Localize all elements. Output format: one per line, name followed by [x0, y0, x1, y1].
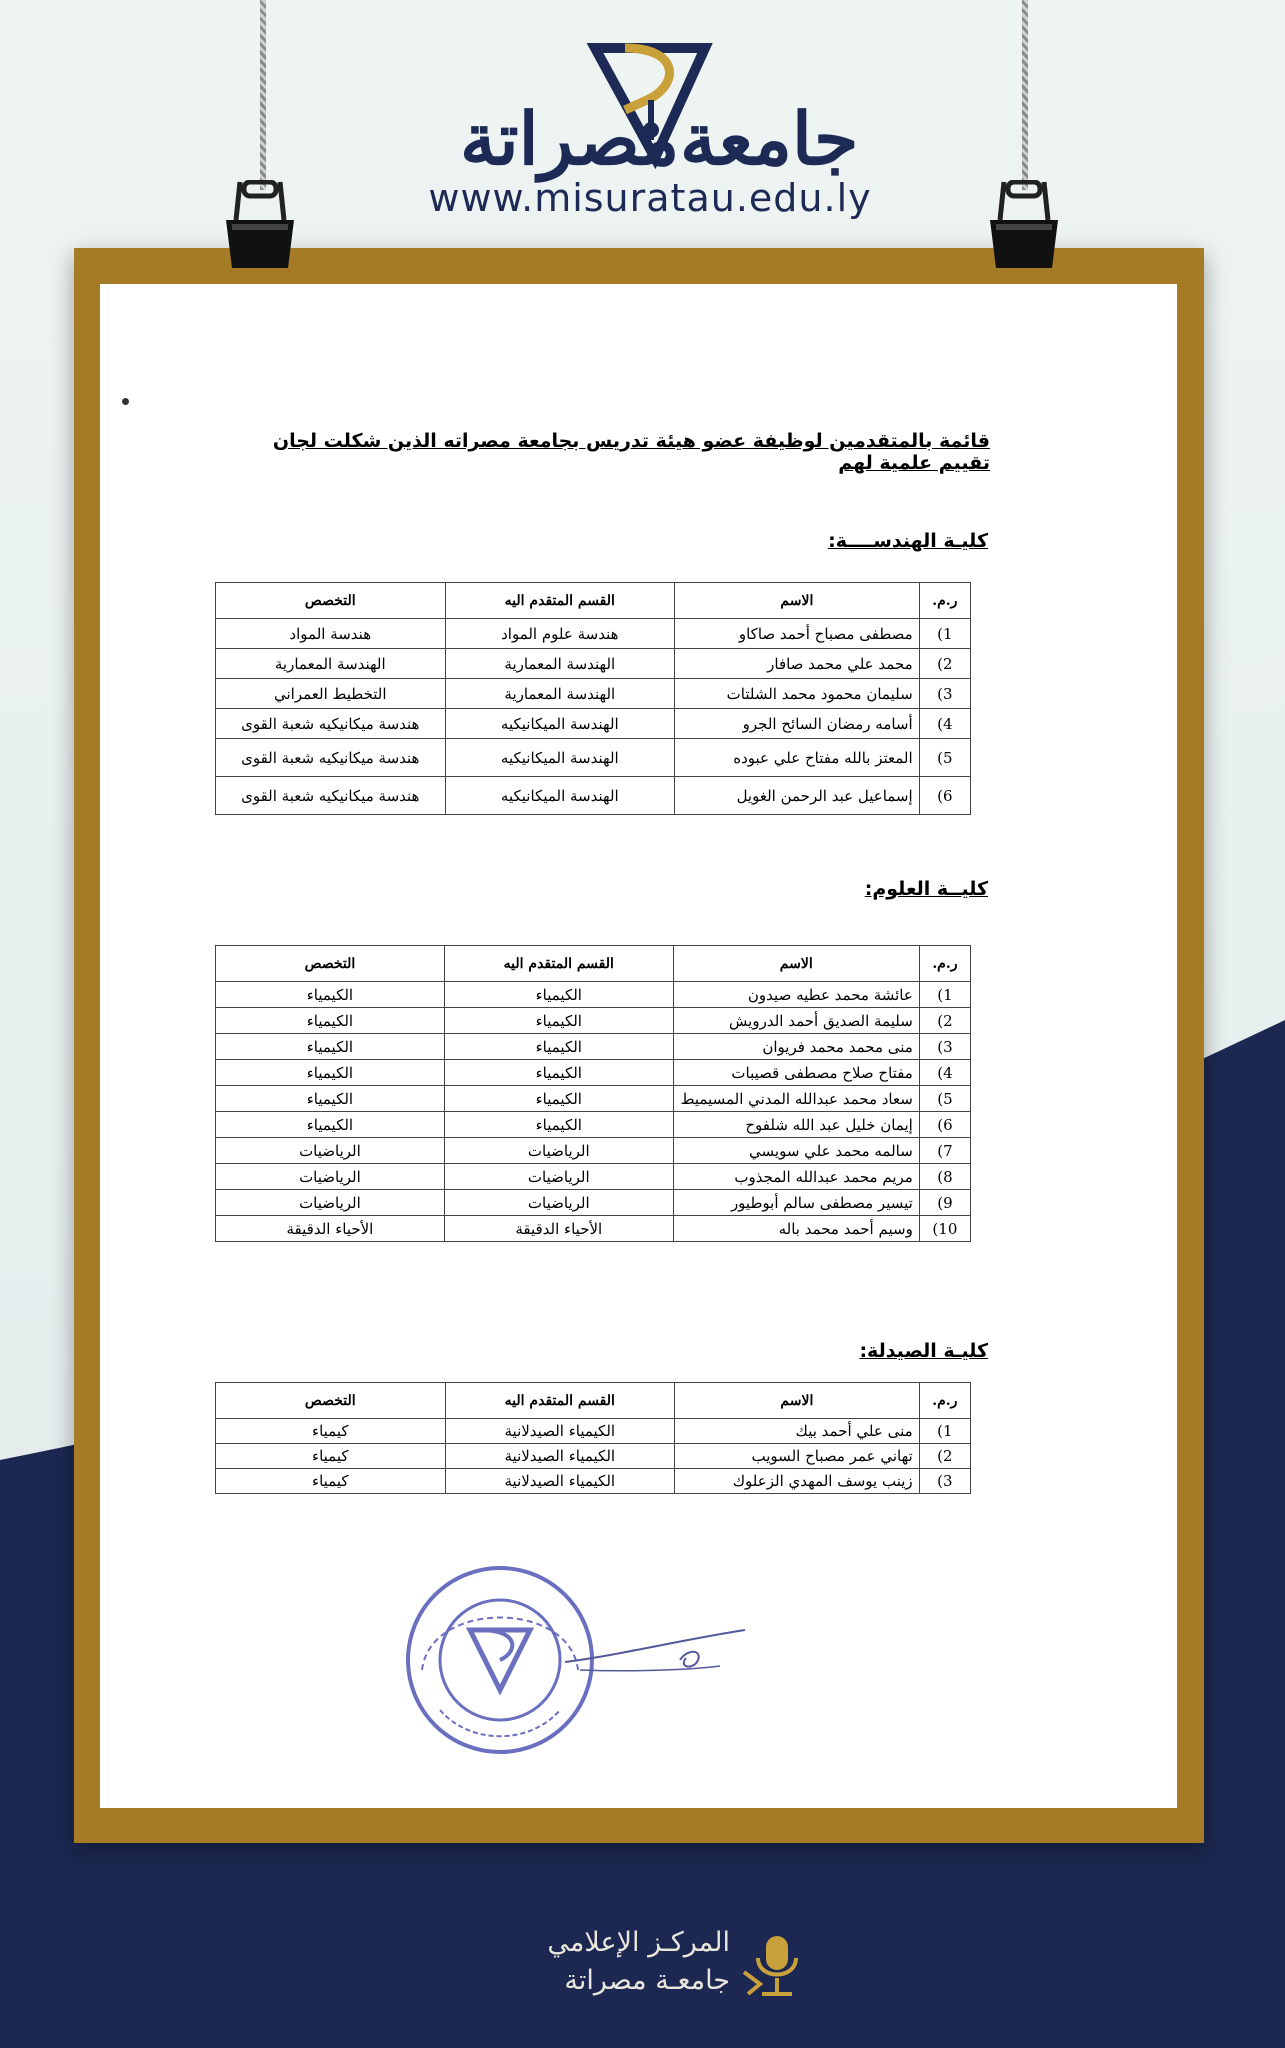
cell-num: 3) — [919, 679, 970, 709]
cell-spec: هندسة المواد — [216, 619, 446, 649]
footer-line-2: جامعـة مصراتة — [564, 1965, 730, 1996]
cell-dept: الرياضيات — [444, 1190, 673, 1216]
cell-num: 1) — [919, 1419, 970, 1444]
table-row — [216, 1164, 971, 1190]
cell-num: 2) — [919, 649, 970, 679]
signature — [560, 1600, 750, 1690]
col-num-header: ر.م. — [919, 946, 970, 982]
table-row — [216, 679, 971, 709]
cell-name: سعاد محمد عبدالله المدني المسيميط — [673, 1086, 919, 1112]
cell-dept: الكيمياء الصيدلانية — [445, 1419, 675, 1444]
cell-dept: الهندسة المعمارية — [445, 649, 675, 679]
cell-num: 6) — [919, 1112, 970, 1138]
cell-dept: الهندسة الميكانيكيه — [445, 777, 675, 815]
table-row — [216, 1060, 971, 1086]
cell-dept: الهندسة الميكانيكيه — [445, 709, 675, 739]
document-title: قائمة بالمتقدمين لوظيفة عضو هيئة تدريس بجامعة مصراته الذين شكلت لجان تقييم علمية لهم — [272, 430, 990, 474]
cell-dept: الكيمياء — [444, 1034, 673, 1060]
cell-spec: هندسة ميكانيكيه شعبة القوى — [216, 709, 446, 739]
cell-name: زينب يوسف المهدي الزعلوك — [675, 1469, 920, 1494]
cell-name: تيسير مصطفى سالم أبوطيور — [673, 1190, 919, 1216]
cell-name: تهاني عمر مصباح السويب — [675, 1444, 920, 1469]
table-row — [216, 1034, 971, 1060]
cell-name: أسامه رمضان السائح الجرو — [675, 709, 920, 739]
cell-num: 6) — [919, 777, 970, 815]
col-spec-header: التخصص — [216, 946, 445, 982]
cell-num: 3) — [919, 1469, 970, 1494]
cell-spec: الرياضيات — [216, 1138, 445, 1164]
cell-dept: الكيمياء — [444, 1008, 673, 1034]
cell-name: منى محمد محمد فريوان — [673, 1034, 919, 1060]
cell-dept: الرياضيات — [444, 1164, 673, 1190]
table-row — [216, 1190, 971, 1216]
cell-num: 2) — [919, 1444, 970, 1469]
cell-name: مريم محمد عبدالله المجذوب — [673, 1164, 919, 1190]
cell-spec: هندسة ميكانيكيه شعبة القوى — [216, 739, 446, 777]
cell-num: 4) — [919, 1060, 970, 1086]
cell-num: 5) — [919, 1086, 970, 1112]
cell-name: مفتاح صلاح مصطفى قصيبات — [673, 1060, 919, 1086]
cell-name: منى علي أحمد بيك — [675, 1419, 920, 1444]
header — [0, 0, 1285, 240]
cell-name: سالمه محمد علي سويسي — [673, 1138, 919, 1164]
logo-word-left: مصراتة — [460, 96, 680, 181]
table-row — [216, 1216, 971, 1242]
cell-num: 10) — [919, 1216, 970, 1242]
cell-spec: الرياضيات — [216, 1190, 445, 1216]
table-row — [216, 1469, 971, 1494]
cell-dept: الكيمياء — [444, 982, 673, 1008]
table-row — [216, 739, 971, 777]
cell-name: سليمة الصديق أحمد الدرويش — [673, 1008, 919, 1034]
cell-name: مصطفى مصباح أحمد صاكاو — [675, 619, 920, 649]
col-num-header: ر.م. — [919, 1383, 970, 1419]
cell-spec: كيمياء — [216, 1469, 446, 1494]
cell-spec: كيمياء — [216, 1444, 446, 1469]
cell-spec: الكيمياء — [216, 1060, 445, 1086]
table-row — [216, 1138, 971, 1164]
cell-spec: الكيمياء — [216, 1086, 445, 1112]
cell-spec: كيمياء — [216, 1419, 446, 1444]
cell-dept: هندسة علوم المواد — [445, 619, 675, 649]
university-logo — [400, 40, 900, 230]
table-science — [215, 945, 971, 1242]
cell-dept: الكيمياء الصيدلانية — [445, 1444, 675, 1469]
table-row — [216, 1444, 971, 1469]
logo-word-right: جامعة — [680, 96, 859, 181]
cell-num: 9) — [919, 1190, 970, 1216]
cell-dept: الكيمياء — [444, 1086, 673, 1112]
table-row — [216, 1419, 971, 1444]
cell-num: 1) — [919, 619, 970, 649]
cell-name: محمد علي محمد صافار — [675, 649, 920, 679]
cell-spec: الكيمياء — [216, 1008, 445, 1034]
cell-spec: الأحياء الدقيقة — [216, 1216, 445, 1242]
section-title-pharmacy: كليـة الصيدلة: — [859, 1340, 988, 1362]
cell-spec: الكيمياء — [216, 1112, 445, 1138]
table-header-row — [216, 946, 971, 982]
cell-spec: الهندسة المعمارية — [216, 649, 446, 679]
cell-dept: الكيمياء — [444, 1060, 673, 1086]
cell-name: وسيم أحمد محمد باله — [673, 1216, 919, 1242]
table-row — [216, 619, 971, 649]
hanging-wire-left — [260, 0, 266, 190]
cell-dept: الهندسة الميكانيكيه — [445, 739, 675, 777]
cell-spec: الرياضيات — [216, 1164, 445, 1190]
table-header-row — [216, 583, 971, 619]
col-dept-header: القسم المتقدم اليه — [444, 946, 673, 982]
col-dept-header: القسم المتقدم اليه — [445, 1383, 675, 1419]
cell-name: عائشة محمد عطيه صيدون — [673, 982, 919, 1008]
cell-num: 2) — [919, 1008, 970, 1034]
col-spec-header: التخصص — [216, 583, 446, 619]
cell-name: إسماعيل عبد الرحمن الغويل — [675, 777, 920, 815]
binder-clip-right-icon — [986, 180, 1062, 270]
table-row — [216, 777, 971, 815]
cell-num: 1) — [919, 982, 970, 1008]
table-header-row — [216, 1383, 971, 1419]
col-name-header: الاسم — [675, 583, 920, 619]
website-url[interactable]: www.misuratau.edu.ly — [428, 176, 872, 220]
section-title-science: كليــة العلوم: — [864, 878, 988, 900]
col-dept-header: القسم المتقدم اليه — [445, 583, 675, 619]
cell-dept: الكيمياء الصيدلانية — [445, 1469, 675, 1494]
footer-line-1: المركـز الإعلامي — [547, 1927, 730, 1958]
cell-spec: الكيمياء — [216, 1034, 445, 1060]
cell-spec: الكيمياء — [216, 982, 445, 1008]
binder-clip-left-icon — [222, 180, 298, 270]
table-row — [216, 982, 971, 1008]
table-pharmacy — [215, 1382, 971, 1494]
table-row — [216, 1112, 971, 1138]
cell-num: 4) — [919, 709, 970, 739]
cell-dept: الهندسة المعمارية — [445, 679, 675, 709]
paper-speck — [122, 398, 129, 405]
table-row — [216, 709, 971, 739]
cell-name: إيمان خليل عبد الله شلفوح — [673, 1112, 919, 1138]
col-name-header: الاسم — [673, 946, 919, 982]
microphone-icon — [740, 1932, 800, 2002]
col-num-header: ر.م. — [919, 583, 970, 619]
footer-media-center — [520, 1920, 820, 2000]
cell-spec: هندسة ميكانيكيه شعبة القوى — [216, 777, 446, 815]
cell-name: سليمان محمود محمد الشلتات — [675, 679, 920, 709]
table-row — [216, 1086, 971, 1112]
section-title-engineering: كليـة الهندســــة: — [828, 530, 988, 552]
cell-num: 5) — [919, 739, 970, 777]
hanging-wire-right — [1022, 0, 1028, 190]
cell-dept: الأحياء الدقيقة — [444, 1216, 673, 1242]
cell-num: 7) — [919, 1138, 970, 1164]
table-row — [216, 1008, 971, 1034]
table-engineering — [215, 582, 971, 815]
col-name-header: الاسم — [675, 1383, 920, 1419]
col-spec-header: التخصص — [216, 1383, 446, 1419]
cell-name: المعتز بالله مفتاح علي عبوده — [675, 739, 920, 777]
cell-dept: الرياضيات — [444, 1138, 673, 1164]
cell-num: 8) — [919, 1164, 970, 1190]
cell-dept: الكيمياء — [444, 1112, 673, 1138]
cell-spec: التخطيط العمراني — [216, 679, 446, 709]
cell-num: 3) — [919, 1034, 970, 1060]
table-row — [216, 649, 971, 679]
